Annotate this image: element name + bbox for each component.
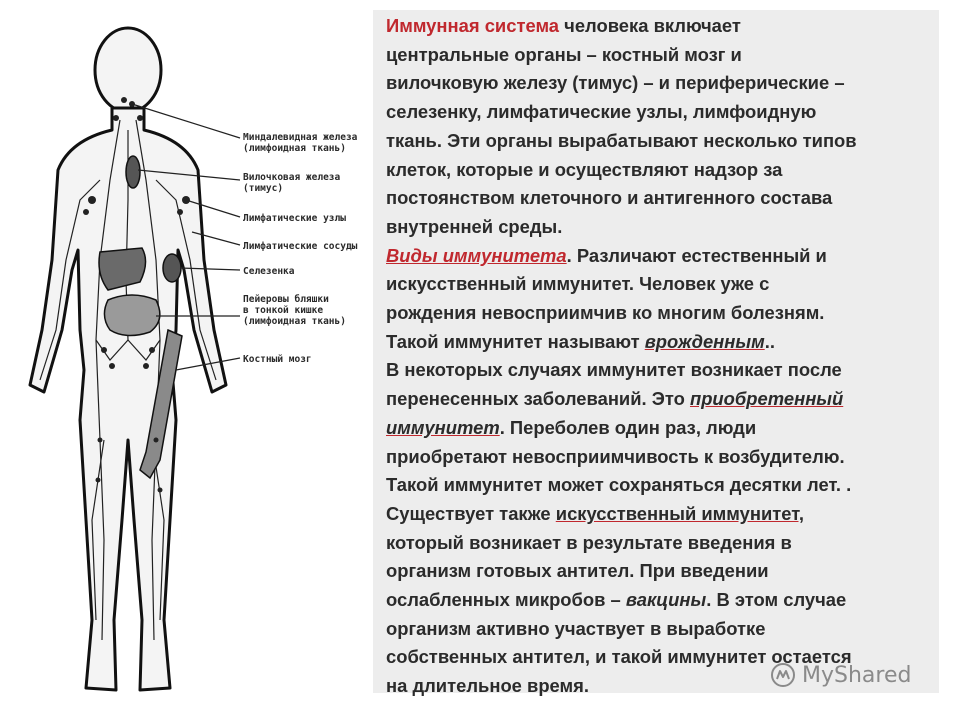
text-line xyxy=(386,242,934,271)
label-lymph-nodes: Лимфатические узлы xyxy=(243,213,346,224)
body-text xyxy=(386,12,934,701)
term-artificial: искусственный иммунитет, xyxy=(555,502,805,524)
text-span: .. xyxy=(764,330,775,352)
text-line xyxy=(386,414,934,443)
watermark xyxy=(770,662,911,688)
term-acquired: приобретенный xyxy=(689,388,844,410)
text-line: собственных антител, и такой иммунитет остается xyxy=(386,646,852,668)
thymus-shape xyxy=(126,156,140,188)
text-span: человека включает xyxy=(559,15,741,36)
text-line: постоянством клеточного и антигенного состава xyxy=(386,187,833,209)
text-line: рождения невосприимчив ко многим болезням. xyxy=(386,302,825,324)
term-innate: врожденным xyxy=(644,330,765,352)
text-span: . Различают естественный и xyxy=(566,244,827,266)
text-line: на длительное время. xyxy=(386,675,589,697)
label-peyer: Пейеровы бляшки в тонкой кишке (лимфоидная ткань) xyxy=(243,294,346,327)
text-span: ослабленных микробов – xyxy=(386,589,626,611)
term-immunity: иммунитет xyxy=(386,416,500,438)
text-line xyxy=(386,385,934,414)
immune-system-figure xyxy=(0,0,380,720)
label-lymph-vessels: Лимфатические сосуды xyxy=(243,241,358,252)
text-span: . В этом случае xyxy=(706,589,847,611)
label-spleen: Селезенка xyxy=(243,266,295,277)
spleen-shape xyxy=(163,254,181,282)
text-line: клеток, которые и осуществляют надзор за xyxy=(386,158,783,180)
text-line: ткань. Эти органы вырабатывают несколько типов xyxy=(386,129,857,151)
term-immune-system: Иммунная система xyxy=(386,15,560,36)
label-marrow: Костный мозг xyxy=(243,354,312,365)
text-line: Такой иммунитет может сохраняться десятки лет. . xyxy=(386,474,852,496)
text-line: приобретают невосприимчивость к возбудителю. xyxy=(386,445,845,467)
intestine-shape xyxy=(104,295,159,336)
text-line: вилочковую железу (тимус) – и периферические – xyxy=(386,72,845,94)
body-outline xyxy=(30,28,226,690)
text-span: Существует также xyxy=(386,502,556,524)
term-vaccines: вакцины xyxy=(625,589,707,611)
text-line: В некоторых случаях иммунитет возникает после xyxy=(386,359,842,381)
text-span: Такой иммунитет называют xyxy=(386,330,645,352)
text-line xyxy=(386,12,934,41)
text-line: организм готовых антител. При введении xyxy=(386,560,769,582)
watermark-text: MyShared xyxy=(802,662,912,688)
text-line: селезенку, лимфатические узлы, лимфоидную xyxy=(386,101,817,123)
text-line: который возникает в результате введения в xyxy=(386,531,792,553)
text-line xyxy=(386,500,934,529)
text-line: внутренней среды. xyxy=(386,215,563,237)
text-span: . Переболев один раз, люди xyxy=(499,416,757,438)
text-line xyxy=(386,586,934,615)
label-tonsil: Миндалевидная железа (лимфоидная ткань) xyxy=(243,132,358,154)
text-line: организм активно участвует в выработке xyxy=(386,617,766,639)
text-span: перенесенных заболеваний. Это xyxy=(386,388,690,410)
myshared-logo-icon xyxy=(770,662,796,688)
text-line xyxy=(386,328,934,357)
text-line: центральные органы – костный мозг и xyxy=(386,43,742,65)
text-line: искусственный иммунитет. Человек уже с xyxy=(386,273,770,295)
label-thymus: Вилочковая железа (тимус) xyxy=(243,172,341,194)
term-immunity-types: Виды иммунитета xyxy=(386,244,567,266)
